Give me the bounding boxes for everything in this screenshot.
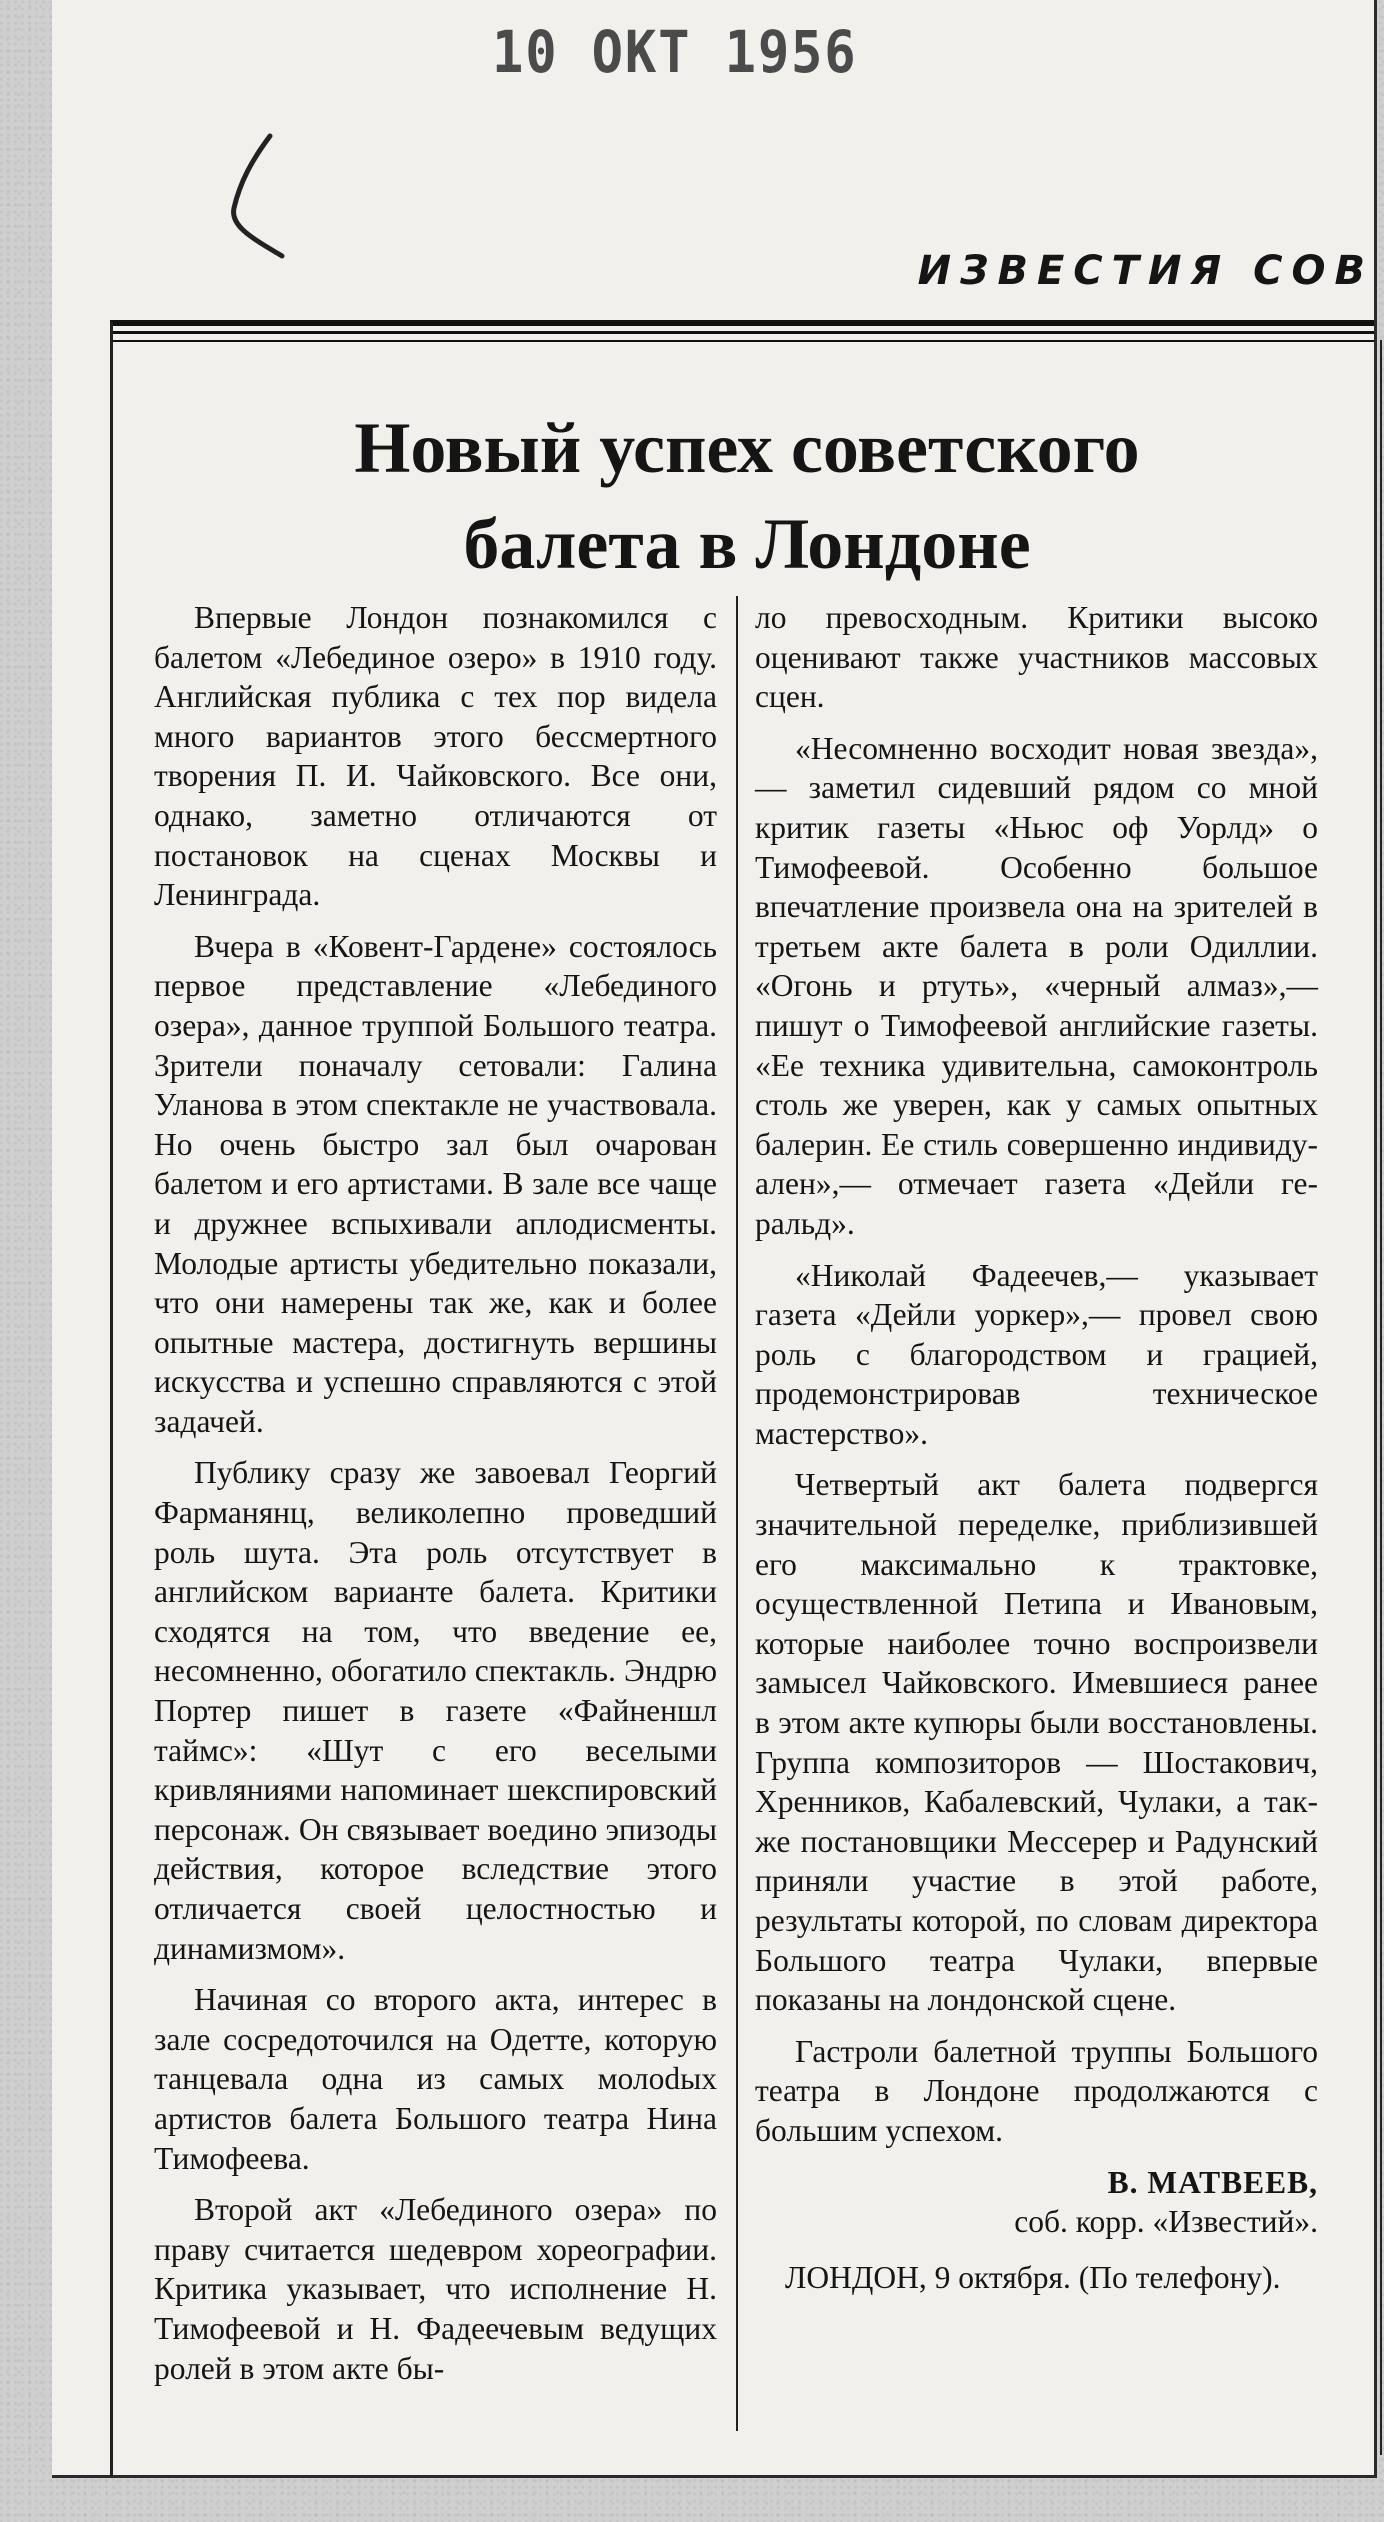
paragraph: «Несомненно восходит новая звезда»,— заметил сидевший рядом со мной критик газеты «Ньюс оф Уорлд» о Тимофеевой. Особенно большое впечатление произвела она на зрителей в третьем акте балета в роли Одиллии. «Огонь и ртуть», «черный алмаз»,— пишут о Тимофеевой английские газеты. «Ее техника удивительна, самоконтроль столь же уверен, как у самых опытных балерин. Ее стиль совершенно индивидуален»,— отмечает газета «Дейли геральд».	[755, 730, 1318, 1241]
paragraph: Четвертый акт балета подвергся значительной переделке, приблизившей его максимально к трактовке, осуществленной Петипа и Ивановым, которые наиболее точно воспроизвели замысел Чайковского. Имевшиеся ранее в этом акте купюры были восстановлены. Группа композиторов — Шостакович, Хренников, Кабалевский, Чулаки, а также постановщики Мессерер и Радунский приняли участие в этой работе, результаты которой, по словам директора Большого театра Чулаки, впервые показаны на лондонской сцене.	[755, 1467, 1318, 2018]
paragraph-continuation: ло превосходным. Критики высоко оценивают также участников массовых сцен.	[755, 600, 1318, 715]
paragraph: Публику сразу же завоевал Георгий Фарманянц, великолепно проведший роль шута. Эта роль отсутствует в английском варианте балета. Критики сходятся на том, что введение ее, несомненно, обогатило спектакль. Эндрю Портер пишет в газете «Файненшл таймс»: «Шут с его веселыми кривляниями напоминает шекспировский персонаж. Он связывает воедино эпизоды действия, которое вследствие этого отличается своей целостностью и динамизмом».	[154, 1455, 717, 1966]
paragraph: Гастроли балетной труппы Большого театра в Лондоне продолжаются с большим успехом.	[755, 2033, 1318, 2148]
author-title: соб. корр. «Известий».	[1014, 2204, 1318, 2240]
masthead-rule	[110, 320, 1374, 326]
frame-border	[110, 322, 113, 2477]
article-headline	[112, 400, 1382, 592]
masthead-rule	[110, 340, 1374, 342]
paragraph: Впервые Лондон познакомился с балетом «Лебединое озеро» в 1910 году. Английская публика с тех пор видела много вариантов этого бессмертного творения П. И. Чайковского. Все они, однако, заметно отличаются от постановок на сценах Москвы и Ленинграда.	[154, 600, 717, 913]
headline-line: балета в Лондоне	[463, 504, 1031, 584]
dateline: ЛОНДОН, 9 октября. (По телефону).	[785, 2259, 1281, 2295]
date-stamp: 10 ОКТ 1956	[492, 18, 858, 86]
paragraph: Второй акт «Лебединого озера» по праву считается шедевром хореографии. Критика указывает, что исполнение Н. Тимофеевой и Н. Фадеечевым ведущих ролей в этом акте бы-	[154, 2192, 717, 2386]
masthead: ИЗВЕСТИЯ СОВ	[917, 248, 1374, 294]
paragraph: Вчера в «Ковент-Гардене» состоялось первое представление «Лебединого озера», данное труппой Большого театра. Зрители поначалу сетовали: Галина Уланова в этом спектакле не участвовала. Но очень быстро зал был очарован балетом и его артистами. В зале все чаще и дружнее вспыхивали аплодисменты. Молодые артисты убедительно показали, что они намерены так же, как и более опытные мастера, достигнуть вершины искусства и успешно справляются с этой задачей.	[154, 928, 717, 1439]
newspaper-clipping	[52, 0, 1377, 2478]
column-divider	[736, 596, 738, 2431]
handwritten-mark	[222, 130, 312, 280]
article-column-left	[154, 598, 717, 2400]
paragraph: «Николай Фадеечев,— указывает газета «Дейли уоркер»,— провел свою роль с благородством и грацией, продемонстрировав техническое мастерство».	[755, 1257, 1318, 1451]
masthead-rule	[110, 331, 1374, 334]
paragraph: Начиная со второго акта, интерес в зале сосредоточился на Одетте, которую танцевала одна из самых молоdых артистов балета Большого театра Нина Тимофеева.	[154, 1982, 717, 2176]
article-column-right	[755, 598, 1318, 2297]
frame-border	[1380, 340, 1382, 2455]
author-name: В. МАТВЕЕВ,	[1107, 2164, 1318, 2200]
headline-line: Новый успех советского	[354, 408, 1140, 488]
